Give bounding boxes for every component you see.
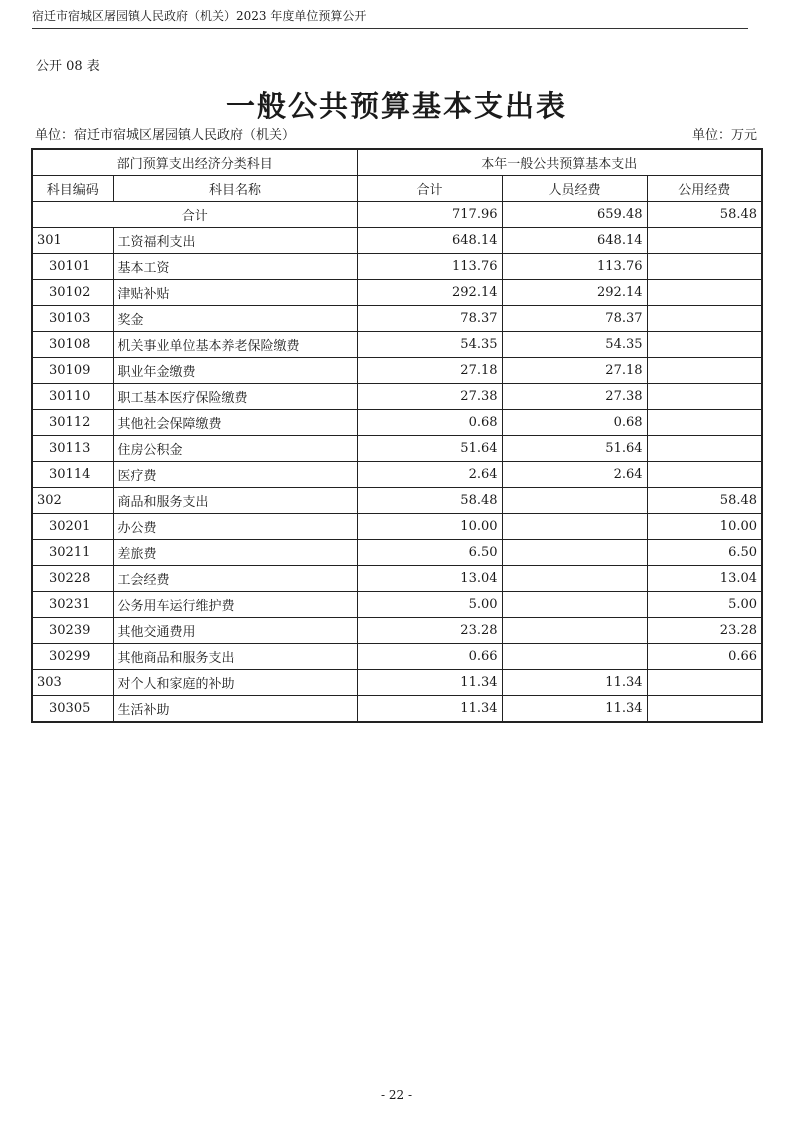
row-total: 51.64: [357, 436, 502, 462]
unit-name: 单位：宿迁市宿城区屠园镇人民政府（机关）: [35, 128, 296, 143]
row-total: 113.76: [357, 254, 502, 280]
row-total: 0.66: [357, 644, 502, 670]
row-name: 医疗费: [113, 462, 357, 488]
row-public: 13.04: [647, 566, 762, 592]
row-name: 工资福利支出: [113, 228, 357, 254]
row-public: [647, 306, 762, 332]
row-public: 23.28: [647, 618, 762, 644]
row-total: 2.64: [357, 462, 502, 488]
currency-unit: 单位：万元: [691, 128, 757, 143]
row-personnel: 292.14: [502, 280, 647, 306]
row-public: [647, 436, 762, 462]
row-code: 30108: [32, 332, 113, 358]
table-row: [32, 514, 762, 540]
row-code: 301: [32, 228, 113, 254]
row-code: 30112: [32, 410, 113, 436]
row-public: [647, 696, 762, 723]
row-public: [647, 280, 762, 306]
row-code: 30228: [32, 566, 113, 592]
table-row: [32, 670, 762, 696]
table-row: [32, 358, 762, 384]
row-code: 30114: [32, 462, 113, 488]
row-personnel: 113.76: [502, 254, 647, 280]
row-code: 30102: [32, 280, 113, 306]
row-total: 648.14: [357, 228, 502, 254]
column-header-personnel: 人员经费: [502, 176, 647, 202]
table-row: [32, 644, 762, 670]
row-total: 0.68: [357, 410, 502, 436]
row-code: 30299: [32, 644, 113, 670]
row-personnel: 54.35: [502, 332, 647, 358]
row-code: 30113: [32, 436, 113, 462]
row-public: [647, 384, 762, 410]
row-total: 13.04: [357, 566, 502, 592]
row-name: 商品和服务支出: [113, 488, 357, 514]
row-code: 30305: [32, 696, 113, 723]
table-row: [32, 566, 762, 592]
group-header-classification: 部门预算支出经济分类科目: [32, 149, 357, 176]
row-personnel: 2.64: [502, 462, 647, 488]
row-name: 职业年金缴费: [113, 358, 357, 384]
row-total: 23.28: [357, 618, 502, 644]
row-name: 差旅费: [113, 540, 357, 566]
row-total: 292.14: [357, 280, 502, 306]
row-personnel: [502, 644, 647, 670]
row-personnel: 11.34: [502, 670, 647, 696]
column-header-public: 公用经费: [647, 176, 762, 202]
row-name: 职工基本医疗保险缴费: [113, 384, 357, 410]
table-row: [32, 410, 762, 436]
table-row: [32, 436, 762, 462]
total-row: [32, 202, 762, 228]
table-row: [32, 332, 762, 358]
row-total: 54.35: [357, 332, 502, 358]
row-total: 10.00: [357, 514, 502, 540]
table-row: [32, 462, 762, 488]
budget-table: [31, 148, 763, 723]
row-code: 302: [32, 488, 113, 514]
table-row: [32, 488, 762, 514]
row-total: 58.48: [357, 488, 502, 514]
row-public: [647, 358, 762, 384]
row-total: 11.34: [357, 670, 502, 696]
row-personnel: 11.34: [502, 696, 647, 723]
row-public: [647, 410, 762, 436]
row-personnel: 648.14: [502, 228, 647, 254]
total-row-label: 合计: [32, 202, 357, 228]
row-code: 303: [32, 670, 113, 696]
row-code: 30239: [32, 618, 113, 644]
page-number: - 22 -: [380, 1088, 412, 1102]
row-public: [647, 462, 762, 488]
row-personnel: 27.38: [502, 384, 647, 410]
row-public: 6.50: [647, 540, 762, 566]
row-public: [647, 332, 762, 358]
row-code: 30231: [32, 592, 113, 618]
row-name: 生活补助: [113, 696, 357, 723]
table-row: [32, 306, 762, 332]
table-row: [32, 618, 762, 644]
row-personnel: [502, 488, 647, 514]
table-row: [32, 254, 762, 280]
row-personnel: 27.18: [502, 358, 647, 384]
row-name: 机关事业单位基本养老保险缴费: [113, 332, 357, 358]
column-header-name: 科目名称: [113, 176, 357, 202]
total-row-total: 717.96: [357, 202, 502, 228]
form-code: 公开 08 表: [36, 59, 100, 74]
row-total: 27.18: [357, 358, 502, 384]
row-name: 住房公积金: [113, 436, 357, 462]
row-public: [647, 228, 762, 254]
column-header-code: 科目编码: [32, 176, 113, 202]
table-row: [32, 696, 762, 723]
column-header-row: [32, 176, 762, 202]
row-total: 6.50: [357, 540, 502, 566]
row-name: 其他商品和服务支出: [113, 644, 357, 670]
row-total: 11.34: [357, 696, 502, 723]
row-name: 基本工资: [113, 254, 357, 280]
meta-row: [35, 127, 757, 145]
row-code: 30201: [32, 514, 113, 540]
row-total: 5.00: [357, 592, 502, 618]
row-name: 公务用车运行维护费: [113, 592, 357, 618]
row-personnel: [502, 566, 647, 592]
page-title: 一般公共预算基本支出表: [225, 89, 567, 123]
total-row-personnel: 659.48: [502, 202, 647, 228]
row-name: 其他交通费用: [113, 618, 357, 644]
row-public: 10.00: [647, 514, 762, 540]
row-name: 奖金: [113, 306, 357, 332]
row-name: 津贴补贴: [113, 280, 357, 306]
table-row: [32, 280, 762, 306]
row-code: 30110: [32, 384, 113, 410]
row-public: 0.66: [647, 644, 762, 670]
row-personnel: [502, 540, 647, 566]
row-personnel: 78.37: [502, 306, 647, 332]
row-personnel: [502, 592, 647, 618]
group-header-row: [32, 149, 762, 176]
total-row-public: 58.48: [647, 202, 762, 228]
table-row: [32, 384, 762, 410]
row-total: 78.37: [357, 306, 502, 332]
row-code: 30109: [32, 358, 113, 384]
table-row: [32, 540, 762, 566]
row-public: [647, 670, 762, 696]
row-total: 27.38: [357, 384, 502, 410]
row-public: 58.48: [647, 488, 762, 514]
table-row: [32, 592, 762, 618]
row-code: 30103: [32, 306, 113, 332]
row-name: 办公费: [113, 514, 357, 540]
row-personnel: 0.68: [502, 410, 647, 436]
group-header-expenditure: 本年一般公共预算基本支出: [357, 149, 762, 176]
row-code: 30211: [32, 540, 113, 566]
row-name: 对个人和家庭的补助: [113, 670, 357, 696]
row-personnel: [502, 514, 647, 540]
row-personnel: [502, 618, 647, 644]
row-personnel: 51.64: [502, 436, 647, 462]
row-name: 工会经费: [113, 566, 357, 592]
row-public: [647, 254, 762, 280]
row-name: 其他社会保障缴费: [113, 410, 357, 436]
column-header-total: 合计: [357, 176, 502, 202]
running-header: 宿迁市宿城区屠园镇人民政府（机关）2023 年度单位预算公开: [32, 8, 748, 29]
table-row: [32, 228, 762, 254]
row-code: 30101: [32, 254, 113, 280]
row-public: 5.00: [647, 592, 762, 618]
